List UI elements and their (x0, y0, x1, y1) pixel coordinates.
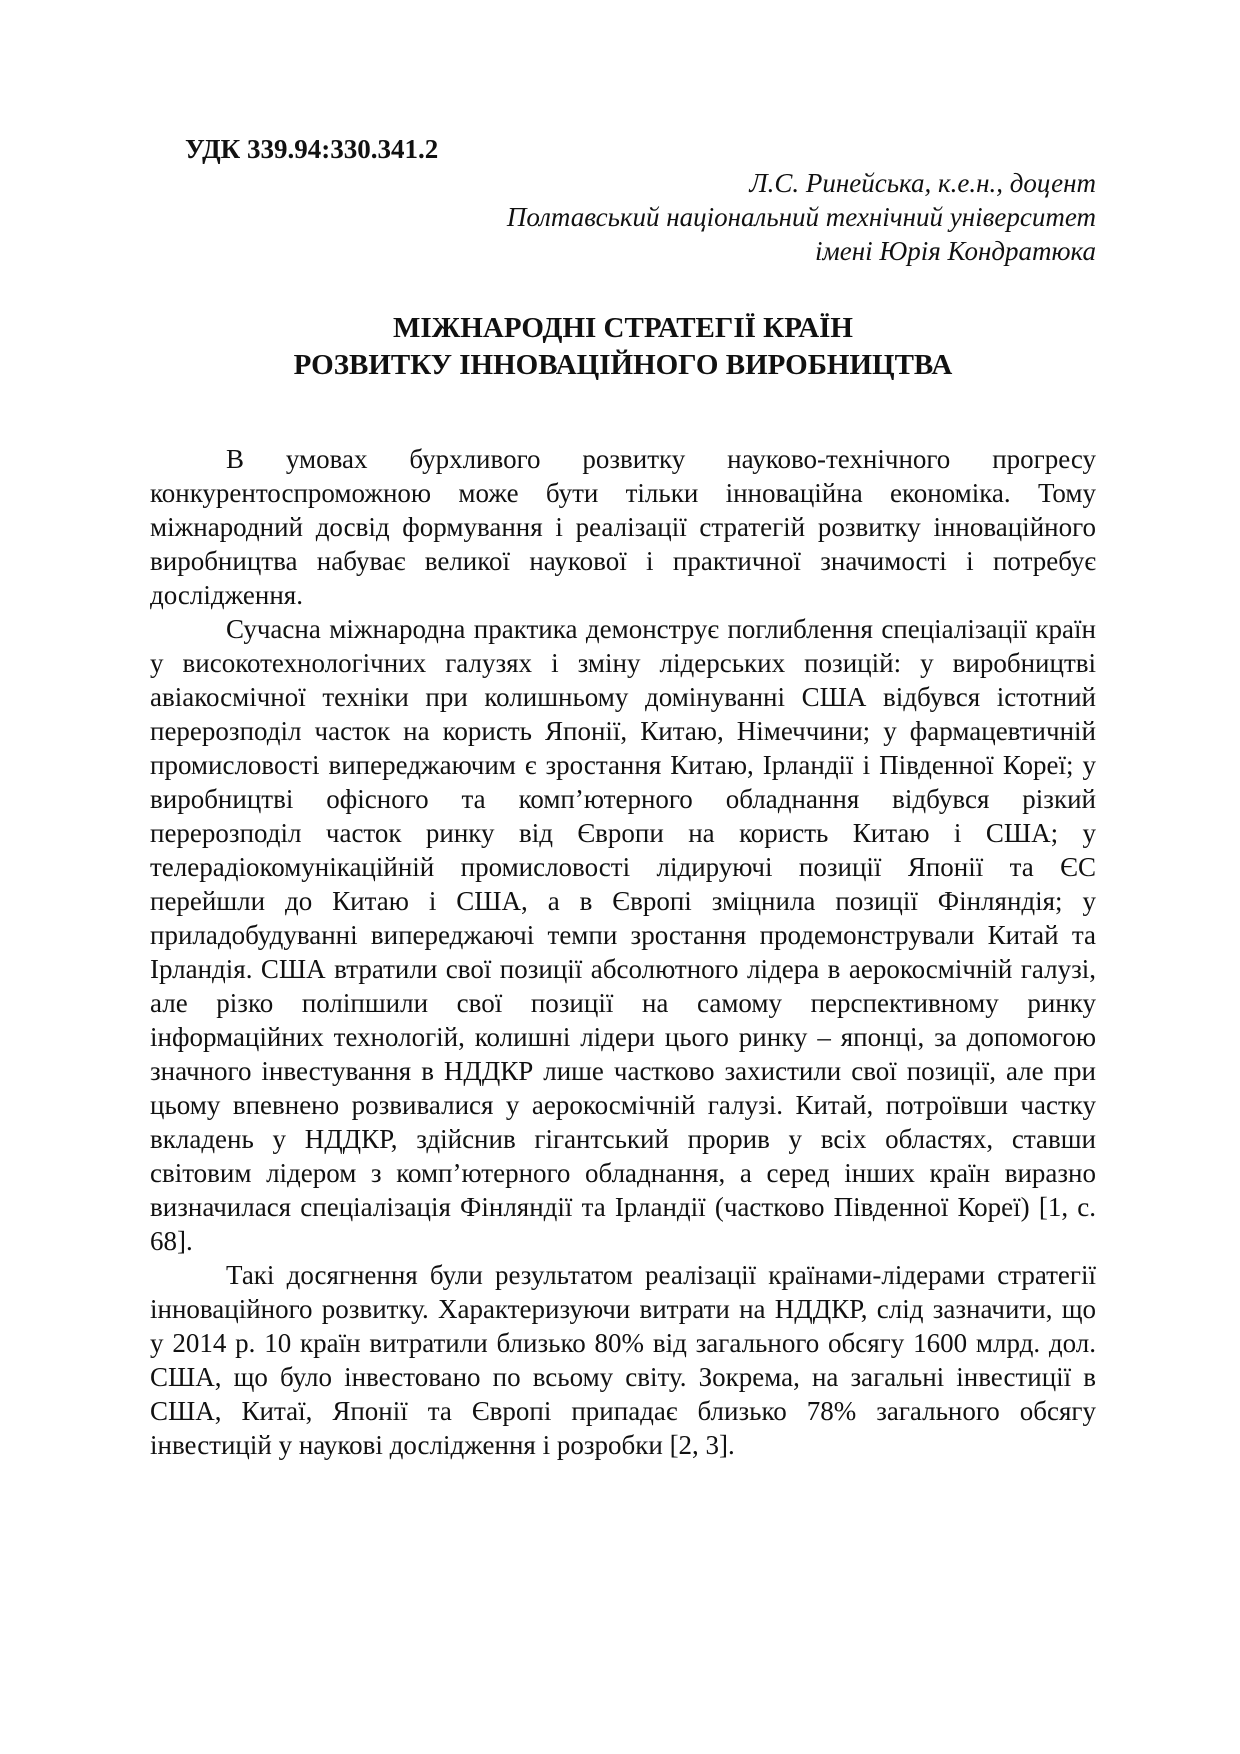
affiliation-line-2: імені Юрія Кондратюка (815, 236, 1096, 266)
title-line-2: РОЗВИТКУ ІННОВАЦІЙНОГО ВИРОБНИЦТВА (293, 349, 953, 381)
title-line-1: МІЖНАРОДНІ СТРАТЕГІЇ КРАЇН (393, 312, 853, 344)
paper-title (150, 310, 1096, 384)
affiliation-line-1: Полтавський національний технічний університет (506, 202, 1096, 232)
document-page (150, 132, 1096, 1462)
author-block (150, 166, 1096, 268)
paragraph-3: Такі досягнення були результатом реалізації країнами-лідерами стратегії інноваційного розвитку. Характеризуючи витрати на НДДКР, слід зазначити, що у 2014 р. 10 країн витратили близько 80% від загального обсягу 1600 млрд. дол. США, що було інвестовано по всьому світу. Зокрема, на загальні інвестиції в США, Китаї, Японії та Європі припадає близько 78% загального обсягу інвестицій у наукові дослідження і розробки [2, 3]. (150, 1260, 1096, 1460)
author-name: Л.С. Ринейська, к.е.н., доцент (749, 168, 1096, 198)
udk-code: УДК 339.94:330.341.2 (185, 134, 439, 164)
paragraph-2: Сучасна міжнародна практика демонструє поглиблення спеціалізації країн у високотехнологічних галузях і зміну лідерських позицій: у виробництві авіакосмічної техніки при колишньому домінуванні США відбувся істотний перерозподіл часток на користь Японії, Китаю, Німеччини; у фармацевтичній промисловості випереджаючим є зростання Китаю, Ірландії і Південної Кореї; у виробництві офісного та комп’ютерного обладнання відбувся різкий перерозподіл часток ринку від Європи на користь Китаю і США; у телерадіокомунікаційній промисловості лідируючі позиції Японії та ЄС перейшли до Китаю і США, а в Європі зміцнила позиції Фінляндія; у приладобудуванні випереджаючі темпи зростання продемонстрували Китай та Ірландія. США втратили свої позиції абсолютного лідера в аерокосмічній галузі, але різко поліпшили свої позиції на самому перспективному ринку інформаційних технологій, колишні лідери цього ринку – японці, за допомогою значного інвестування в НДДКР лише частково захистили свої позиції, але при цьому впевнено розвивалися у аерокосмічній галузі. Китай, потроївши частку вкладень у НДДКР, здійснив гігантський прорив у всіх областях, ставши світовим лідером з комп’ютерного обладнання, а серед інших країн виразно визначилася спеціалізація Фінляндії та Ірландії (частково Південної Кореї) [1, с. 68]. (150, 614, 1096, 1256)
paragraph-1: В умовах бурхливого розвитку науково-технічного прогресу конкурентоспроможною може бути тільки інноваційна економіка. Тому міжнародний досвід формування і реалізації стратегій розвитку інноваційного виробництва набуває великої наукової і практичної значимості і потребує дослідження. (150, 444, 1096, 610)
body-text (150, 442, 1096, 1462)
